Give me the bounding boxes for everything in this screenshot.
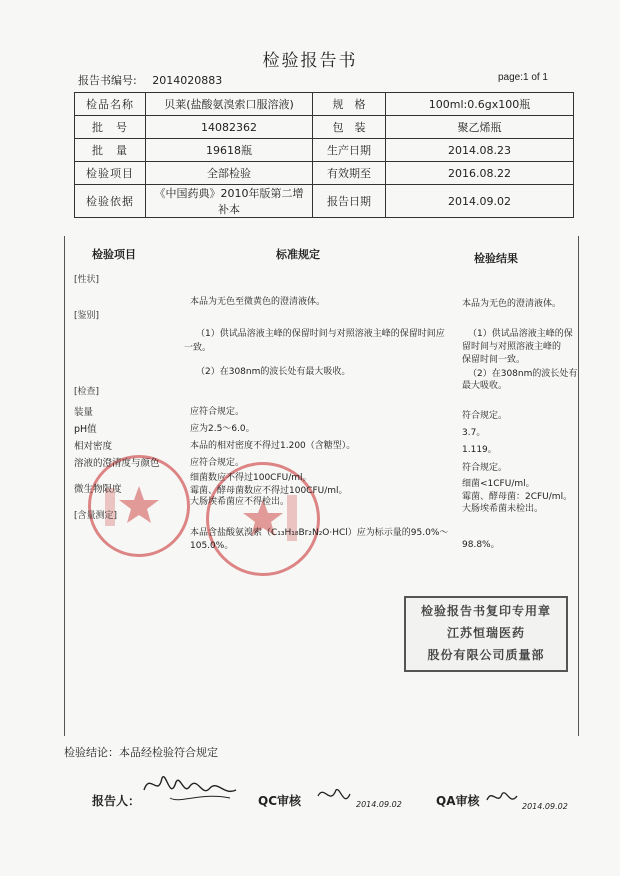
identification-standard-1b: 一致。 [184, 343, 212, 353]
micro-result-3: 大肠埃希菌未检出。 [462, 504, 544, 514]
qc-label: QC审核 [258, 794, 302, 808]
test-fill-standard: 应符合规定。 [190, 407, 245, 417]
seal-star-icon [91, 458, 187, 554]
page-indicator: page:1 of 1 [497, 72, 548, 83]
mfg-date-label: 生产日期 [313, 139, 386, 162]
micro-standard-3: 大肠埃希菌应不得检出。 [190, 497, 290, 507]
identification-result-2a: （2）在308nm的波长处有 [468, 369, 578, 379]
identification-result-1a: （1）供试品溶液主峰的保 [468, 329, 573, 339]
conclusion: 检验结论：本品经检验符合规定 [64, 746, 218, 759]
report-number-label: 报告书编号: [78, 74, 137, 87]
identification-result-1b: 留时间与对照溶液主峰的 [462, 342, 562, 352]
report-number [78, 72, 222, 88]
reporter-signature [140, 768, 240, 808]
assay-result: 98.8%。 [462, 540, 500, 550]
section-appearance: [性状] [74, 275, 100, 285]
basis-label: 检验依据 [75, 185, 146, 218]
test-items-value: 全部检验 [146, 162, 313, 185]
test-ph-item: pH值 [74, 424, 97, 435]
qa-label: QA审核 [436, 794, 480, 808]
assay-standard-1: 本品含盐酸氨溴索（C₁₃H₁₈Br₂N₂O·HCl）应为标示量的95.0%～ [190, 528, 449, 538]
report-number-value: 2014020883 [152, 74, 223, 87]
expiry-value: 2016.08.22 [386, 162, 574, 185]
quantity-label: 批 量 [75, 139, 146, 162]
quantity-value: 19618瓶 [146, 139, 313, 162]
copy-stamp-line-3: 股份有限公司质量部 [427, 648, 545, 662]
section-tests: [检查] [74, 387, 100, 397]
spec-label: 规 格 [313, 93, 386, 116]
test-items-label: 检验项目 [75, 162, 146, 185]
qc-date: 2014.09.02 [356, 800, 402, 809]
product-value: 贝莱(盐酸氨溴索口服溶液) [146, 93, 313, 116]
basis-value: 《中国药典》2010年版第二增补本 [146, 185, 313, 218]
copy-stamp-line-1: 检验报告书复印专用章 [420, 604, 551, 618]
appearance-result: 本品为无色的澄清液体。 [462, 299, 562, 309]
micro-result-2: 霉菌、酵母菌：2CFU/ml。 [462, 492, 573, 502]
identification-result-2b: 最大吸收。 [462, 381, 508, 391]
test-micro-item: 微生物限度 [74, 484, 122, 495]
header-item: 检验项目 [92, 248, 136, 261]
qa-date: 2014.09.02 [522, 802, 568, 811]
test-clarity-standard: 应符合规定。 [190, 458, 245, 468]
identification-standard-2: （2）在308nm的波长处有最大吸收。 [196, 367, 351, 377]
micro-standard-2: 霉菌、酵母菌数应不得过100CFU/ml。 [190, 486, 348, 496]
report-date-label: 报告日期 [313, 185, 386, 218]
test-density-standard: 本品的相对密度不得过1.200（含糖型）。 [190, 441, 356, 451]
header-standard: 标准规定 [276, 248, 320, 261]
test-density-result: 1.119。 [462, 445, 497, 455]
test-clarity-result: 符合规定。 [462, 463, 508, 473]
test-clarity-item: 溶液的澄清度与颜色 [74, 458, 160, 469]
test-ph-result: 3.7。 [462, 428, 486, 438]
batch-value: 14082362 [146, 116, 313, 139]
test-ph-standard: 应为2.5～6.0。 [190, 424, 255, 434]
package-label: 包 装 [313, 116, 386, 139]
qc-signature [314, 782, 354, 812]
micro-result-1: 细菌<1CFU/ml。 [462, 479, 535, 489]
mfg-date-value: 2014.08.23 [386, 139, 574, 162]
identification-result-1c: 保留时间一致。 [462, 355, 526, 365]
company-seal-left [88, 455, 190, 557]
document-title: 检验报告书 [262, 51, 358, 71]
test-fill-item: 装量 [74, 407, 94, 418]
section-identification: [鉴别] [74, 311, 100, 321]
copy-stamp-line-2: 江苏恒瑞医药 [446, 626, 525, 640]
appearance-standard: 本品为无色至微黄色的澄清液体。 [190, 297, 326, 307]
spec-value: 100ml:0.6gx100瓶 [386, 93, 574, 116]
expiry-label: 有效期至 [313, 162, 386, 185]
assay-standard-2: 105.0%。 [190, 541, 234, 551]
copy-stamp [404, 596, 568, 672]
info-table [74, 92, 574, 218]
test-density-item: 相对密度 [74, 441, 113, 452]
header-result: 检验结果 [474, 252, 518, 265]
test-fill-result: 符合规定。 [462, 411, 508, 421]
section-assay: [含量测定] [74, 511, 118, 521]
reporter-label: 报告人： [92, 794, 141, 808]
batch-label: 批 号 [75, 116, 146, 139]
package-value: 聚乙烯瓶 [386, 116, 574, 139]
report-date-value: 2014.09.02 [386, 185, 574, 218]
product-label: 检品名称 [75, 93, 146, 116]
micro-standard-1: 细菌数应不得过100CFU/ml。 [190, 473, 312, 483]
qa-signature [484, 784, 520, 812]
identification-standard-1a: （1）供试品溶液主峰的保留时间与对照溶液主峰的保留时间应 [196, 329, 445, 339]
